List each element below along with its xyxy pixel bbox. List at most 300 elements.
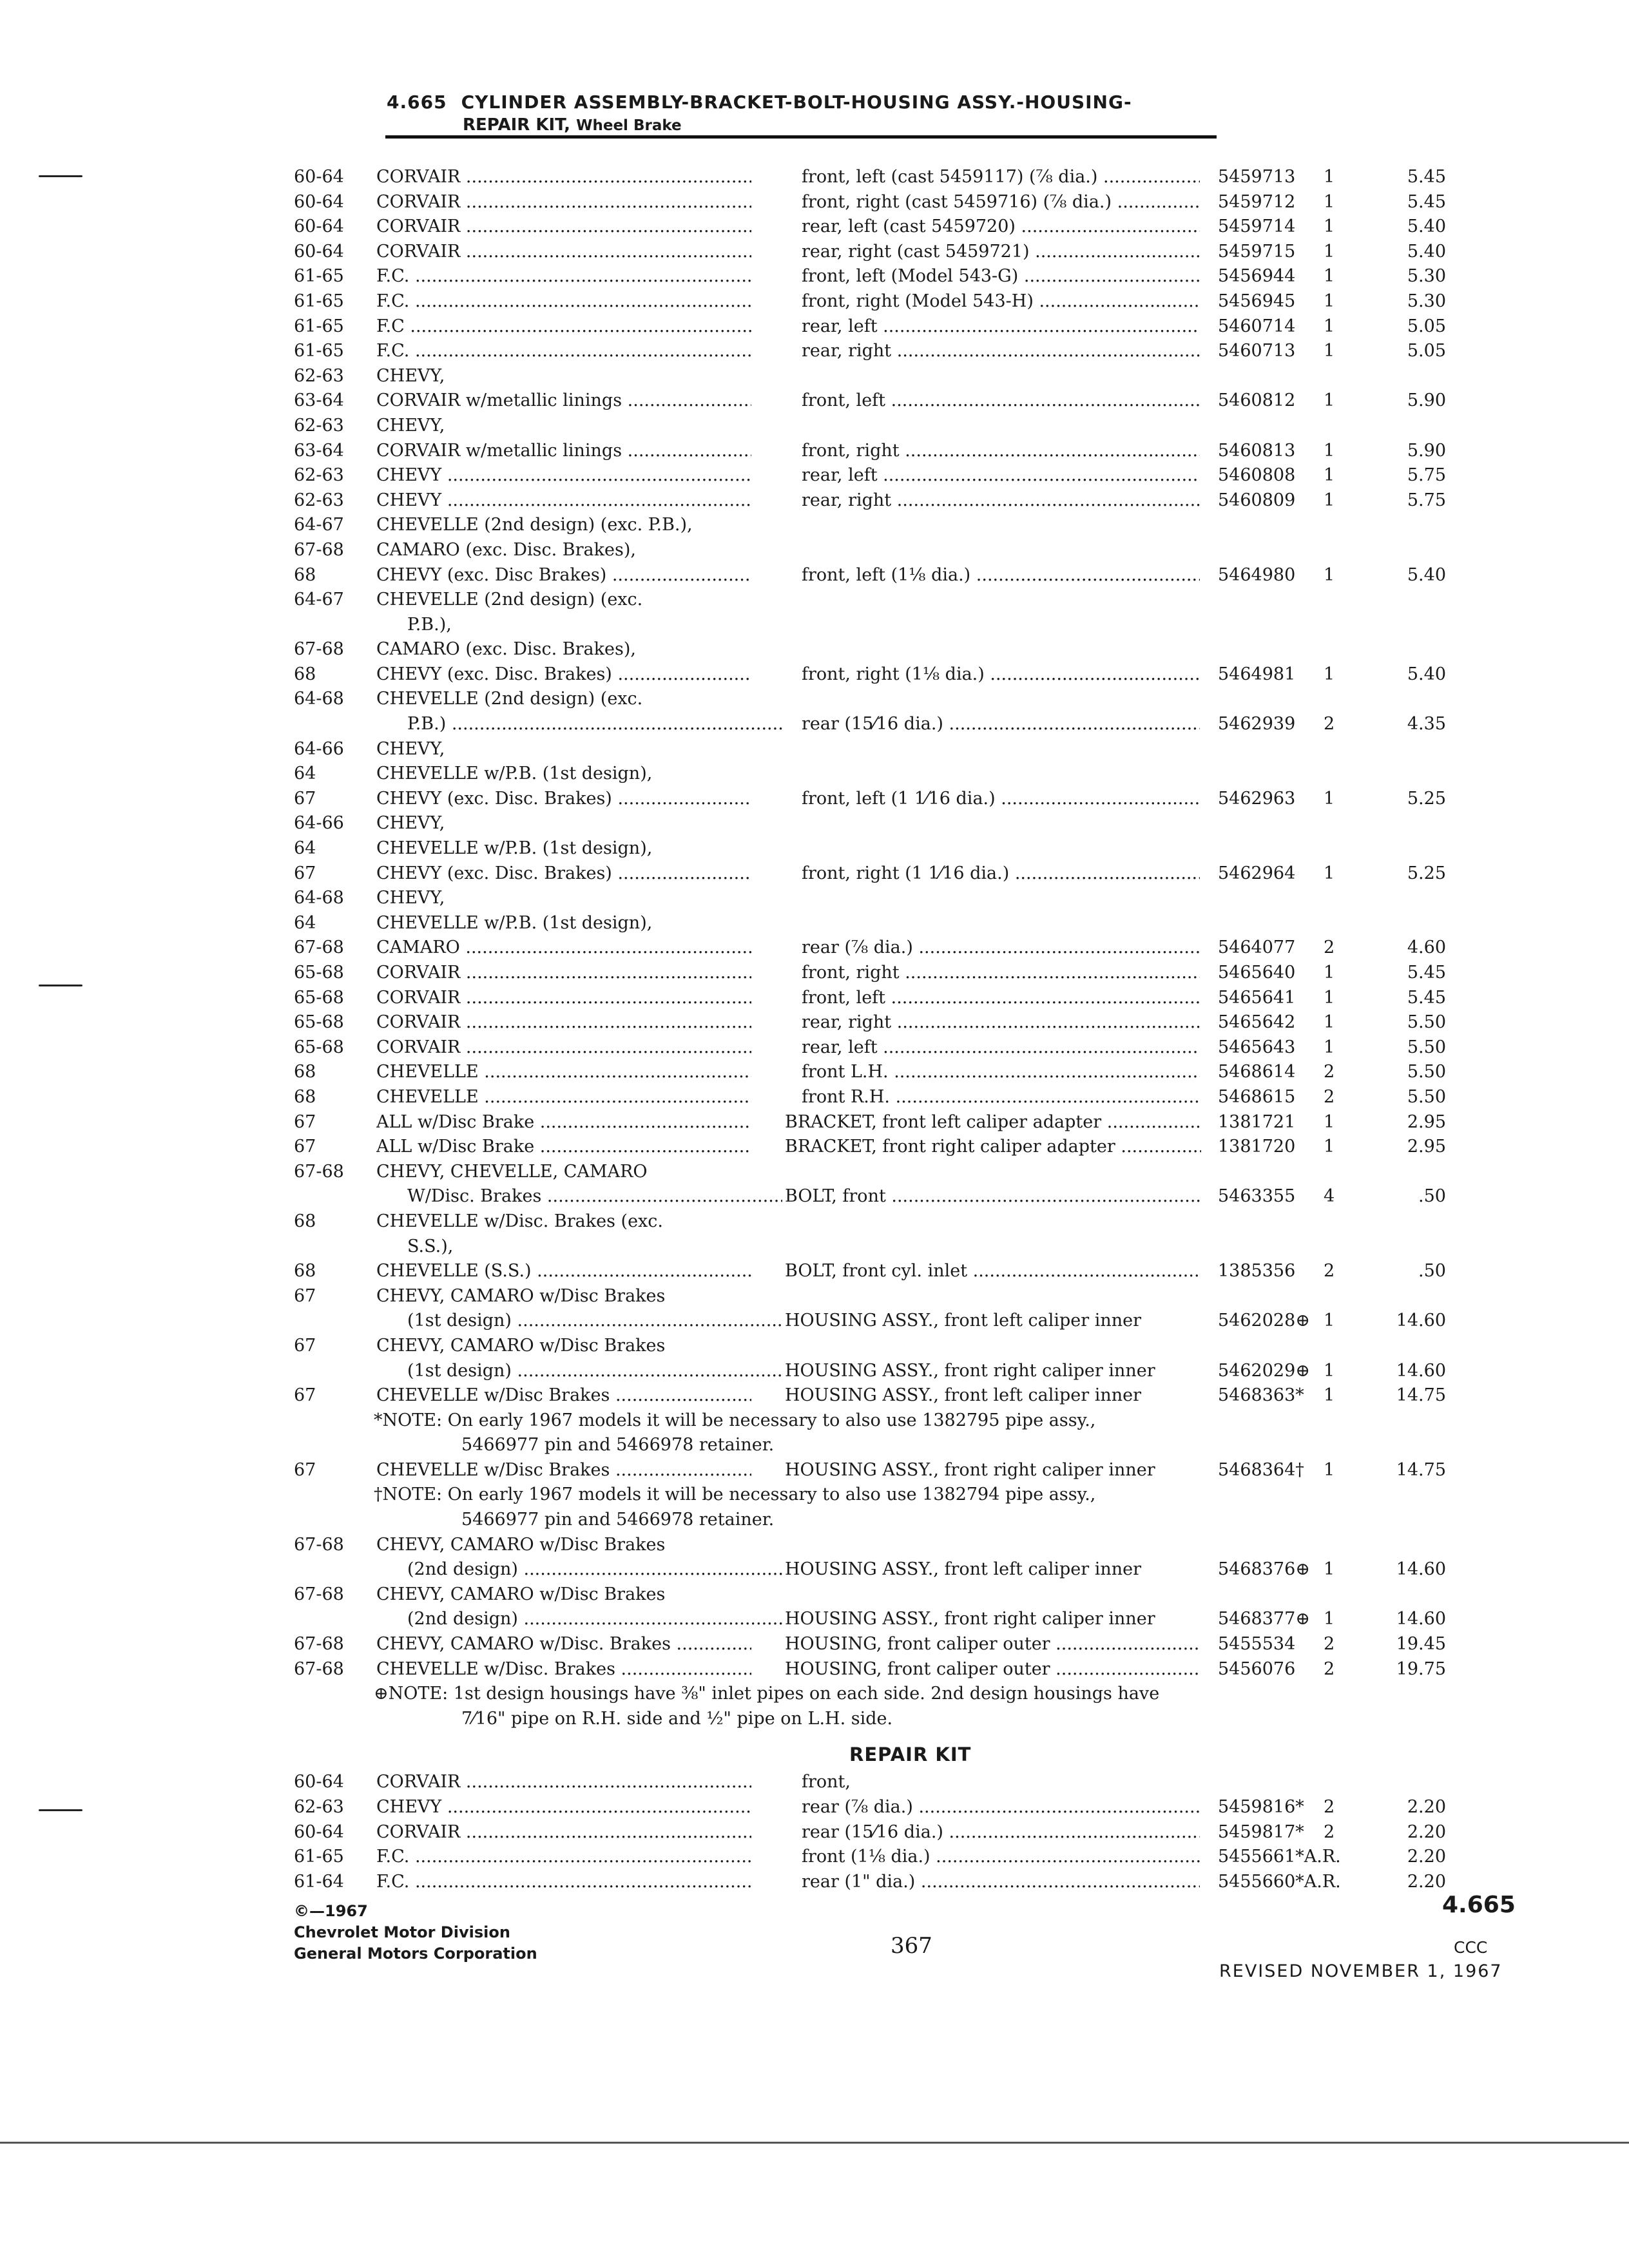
table-row (0, 538, 1629, 563)
table-row (0, 264, 1629, 289)
note-row (0, 1408, 1629, 1434)
model: CORVAIR ..... (376, 165, 751, 190)
model: CORVAIR ..... (376, 215, 751, 240)
quantity: 1 (1324, 664, 1335, 684)
quantity: 2 (1324, 1821, 1335, 1842)
model: CHEVY, CAMARO w/Disc Brakes (376, 1335, 666, 1356)
description: HOUSING ASSY., front right caliper inner (785, 1609, 1155, 1629)
quantity: 2 (1324, 1062, 1335, 1082)
table-row (0, 240, 1629, 265)
part-number: 5468615 (1218, 1086, 1296, 1107)
quantity: 1 (1324, 490, 1335, 510)
footnote: 7⁄16" pipe on R.H. side and ½" pipe on L.H. side. (461, 1708, 893, 1729)
table-row (0, 588, 1629, 613)
footer-publisher (294, 1901, 537, 1965)
section-title: CYLINDER ASSEMBLY-BRACKET-BOLT-HOUSING ASSY.-HOUSING- (461, 91, 1132, 113)
price: 5.50 (1407, 1086, 1446, 1107)
price: 5.90 (1407, 440, 1446, 461)
section-header (387, 91, 1224, 135)
part-number: 5464980 (1218, 564, 1296, 585)
model: F.C ..... (376, 314, 751, 340)
model-years: 65-68 (294, 987, 344, 1008)
price: 2.95 (1407, 1111, 1446, 1132)
table-row (0, 1184, 1629, 1209)
description: rear, right ..... (802, 339, 1200, 364)
model-years: 68 (294, 1086, 316, 1107)
table-row (0, 1795, 1629, 1820)
model: (2nd design) ..... (407, 1557, 782, 1582)
model: CORVAIR w/metallic linings ..... (376, 389, 751, 414)
model-years: 67 (294, 788, 316, 809)
model: F.C. ..... (376, 339, 751, 364)
model-years: 62-63 (294, 365, 344, 386)
part-number: 5468377⊕ (1218, 1609, 1310, 1629)
table-row (0, 1284, 1629, 1309)
description: front, left ..... (802, 389, 1200, 414)
price: 5.50 (1407, 1062, 1446, 1082)
table-row (0, 1820, 1629, 1845)
model-years: 68 (294, 1062, 316, 1082)
part-number: 5465641 (1218, 987, 1296, 1008)
description: front, left (Model 543-G) ..... (802, 264, 1200, 289)
table-row (0, 1770, 1629, 1795)
description: rear, left (cast 5459720) ..... (802, 215, 1200, 240)
price: 19.75 (1396, 1658, 1446, 1679)
part-number: 5459714 (1218, 216, 1296, 237)
table-row (0, 1309, 1629, 1334)
model-years: 62-63 (294, 490, 344, 510)
part-number: 1385356 (1218, 1261, 1296, 1282)
model-years: 67-68 (294, 1161, 344, 1182)
model-years: 67-68 (294, 1658, 344, 1679)
model: CORVAIR ..... (376, 190, 751, 215)
model-years: 68 (294, 564, 316, 585)
quantity: 1 (1324, 987, 1335, 1008)
description: rear (15⁄16 dia.) ..... (802, 1820, 1200, 1845)
description: rear (1" dia.) ..... (802, 1870, 1200, 1895)
quantity: 1 (1324, 440, 1335, 461)
description: rear, left ..... (802, 314, 1200, 340)
note-row (0, 1483, 1629, 1508)
model: CAMARO (exc. Disc. Brakes), (376, 639, 636, 660)
division: Chevrolet Motor Division (294, 1923, 510, 1941)
quantity: 1 (1324, 390, 1335, 411)
model-years: 67-68 (294, 539, 344, 560)
part-number: 5459817* (1218, 1821, 1304, 1842)
table-row (0, 513, 1629, 538)
model-years: 67 (294, 1459, 316, 1480)
quantity: 1 (1324, 1311, 1335, 1331)
price: 5.40 (1407, 241, 1446, 262)
table-row (0, 1359, 1629, 1384)
description: rear, left ..... (802, 463, 1200, 488)
model: P.B.), (407, 614, 452, 635)
description: rear, right (cast 5459721) ..... (802, 240, 1200, 265)
model: CHEVELLE w/Disc. Brakes ..... (376, 1657, 751, 1682)
table-row (0, 1607, 1629, 1632)
table-row (0, 886, 1629, 911)
table-row (0, 1135, 1629, 1160)
description: HOUSING, front caliper outer ..... (785, 1657, 1201, 1682)
description: front (1⅛ dia.) ..... (802, 1845, 1200, 1870)
price: 5.25 (1407, 863, 1446, 883)
table-row (0, 986, 1629, 1011)
quantity: 2 (1324, 1658, 1335, 1679)
model: CHEVY (exc. Disc. Brakes) ..... (376, 787, 751, 812)
part-number: 5463355 (1218, 1186, 1296, 1207)
model-years: 61-65 (294, 341, 344, 361)
price: 5.05 (1407, 316, 1446, 336)
price: 14.75 (1396, 1385, 1446, 1406)
footer-ccc: CCC (1454, 1938, 1488, 1957)
model: CHEVY, CHEVELLE, CAMARO (376, 1161, 648, 1182)
model: F.C. ..... (376, 1870, 751, 1895)
part-number: 5456944 (1218, 266, 1296, 287)
model: CHEVY, (376, 738, 445, 759)
description: front, right (cast 5459716) (⅞ dia.) ..... (802, 190, 1200, 215)
model: CORVAIR ..... (376, 240, 751, 265)
quantity: 1 (1324, 341, 1335, 361)
quantity: 1 (1324, 167, 1335, 187)
model-years: 62-63 (294, 415, 344, 436)
part-number: 5459816* (1218, 1797, 1304, 1817)
price: 4.35 (1407, 714, 1446, 735)
part-number: 5456076 (1218, 1658, 1296, 1679)
description: front, right ..... (802, 961, 1200, 986)
page-number: 367 (891, 1933, 932, 1959)
model-years: 67-68 (294, 1634, 344, 1655)
table-row (0, 1632, 1629, 1657)
price: 14.60 (1396, 1609, 1446, 1629)
table-row (0, 1110, 1629, 1135)
model-years: 63-64 (294, 390, 344, 411)
model-years: 67 (294, 1111, 316, 1132)
part-number: 5456945 (1218, 291, 1296, 311)
model: F.C. ..... (376, 289, 751, 314)
part-number: 5460812 (1218, 390, 1296, 411)
quantity: 1 (1324, 863, 1335, 883)
part-number: 5455661*A.R. (1218, 1847, 1341, 1867)
part-number: 5460713 (1218, 341, 1296, 361)
table-row (0, 1383, 1629, 1408)
model: CHEVELLE w/P.B. (1st design), (376, 912, 653, 933)
model: CHEVY ..... (376, 488, 751, 514)
model: W/Disc. Brakes ..... (407, 1184, 782, 1209)
description: HOUSING ASSY., front left caliper inner (785, 1311, 1142, 1331)
repair-kit-title: REPAIR KIT (849, 1744, 972, 1766)
description: BRACKET, front left caliper adapter ..... (785, 1110, 1201, 1135)
model-years: 60-64 (294, 1772, 344, 1792)
model: (2nd design) ..... (407, 1607, 782, 1632)
section-code: 4.665 (387, 91, 447, 113)
quantity: 1 (1324, 316, 1335, 336)
model-years: 65-68 (294, 1037, 344, 1057)
quantity: 2 (1324, 1797, 1335, 1817)
quantity: 1 (1324, 1609, 1335, 1629)
model: CHEVY, CAMARO w/Disc. Brakes ..... (376, 1632, 751, 1657)
part-number: 5460714 (1218, 316, 1296, 336)
table-row (0, 439, 1629, 464)
quantity: 2 (1324, 714, 1335, 735)
part-number: 5462939 (1218, 714, 1296, 735)
price: 5.40 (1407, 664, 1446, 684)
price: 19.45 (1396, 1634, 1446, 1655)
note-row (0, 1707, 1629, 1732)
table-row (0, 613, 1629, 638)
part-number: 5460808 (1218, 465, 1296, 486)
model-years: 67 (294, 863, 316, 883)
description: front, right ..... (802, 439, 1200, 464)
price: 5.45 (1407, 167, 1446, 187)
part-number: 5465640 (1218, 963, 1296, 983)
part-number: 5459715 (1218, 241, 1296, 262)
price: 5.30 (1407, 266, 1446, 287)
table-row (0, 1010, 1629, 1035)
price: 5.50 (1407, 1012, 1446, 1033)
model-years: 64-68 (294, 888, 344, 908)
table-row (0, 911, 1629, 936)
model-years: 67-68 (294, 937, 344, 958)
table-row (0, 1035, 1629, 1061)
price: 2.20 (1407, 1797, 1446, 1817)
footer-section-code: 4.665 (1442, 1892, 1516, 1918)
model-years: 61-65 (294, 291, 344, 311)
quantity: 1 (1324, 1360, 1335, 1381)
note-row (0, 1433, 1629, 1458)
footnote: 5466977 pin and 5466978 retainer. (461, 1510, 775, 1530)
part-number: 5455534 (1218, 1634, 1296, 1655)
model: CORVAIR ..... (376, 961, 751, 986)
model: CHEVELLE w/Disc Brakes ..... (376, 1383, 751, 1408)
model-years: 61-64 (294, 1871, 344, 1892)
header-line-1 (387, 91, 1224, 113)
model-years: 68 (294, 664, 316, 684)
table-row (0, 1160, 1629, 1185)
table-row (0, 637, 1629, 662)
revision-date: REVISED NOVEMBER 1, 1967 (1219, 1961, 1503, 1981)
description: front, right (1⅛ dia.) ..... (802, 662, 1200, 687)
price: 5.75 (1407, 465, 1446, 486)
model: CHEVY (exc. Disc Brakes) ..... (376, 563, 751, 588)
table-row (0, 488, 1629, 514)
model: CHEVY, CAMARO w/Disc Brakes (376, 1285, 666, 1306)
table-row (0, 463, 1629, 488)
part-number: 5460809 (1218, 490, 1296, 510)
model: CHEVY, (376, 888, 445, 908)
description: HOUSING ASSY., front left caliper inner (785, 1559, 1142, 1580)
price: 5.25 (1407, 788, 1446, 809)
quantity: 2 (1324, 937, 1335, 958)
price: 2.20 (1407, 1847, 1446, 1867)
price: .50 (1418, 1261, 1446, 1282)
table-row (0, 1235, 1629, 1260)
model: CHEVY (exc. Disc. Brakes) ..... (376, 861, 751, 887)
table-row (0, 836, 1629, 861)
quantity: 1 (1324, 564, 1335, 585)
model: (1st design) ..... (407, 1309, 782, 1334)
description: front, (802, 1772, 851, 1792)
part-number: 5459713 (1218, 167, 1296, 187)
price: 2.20 (1407, 1871, 1446, 1892)
model: CHEVELLE w/Disc. Brakes (exc. (376, 1211, 663, 1231)
part-number: 5468376⊕ (1218, 1559, 1310, 1580)
quantity: 1 (1324, 291, 1335, 311)
header-line-2 (463, 115, 1224, 135)
footnote: †NOTE: On early 1967 models it will be necessary to also use 1382794 pipe assy., (374, 1485, 1096, 1505)
corporation: General Motors Corporation (294, 1945, 537, 1963)
parts-list (0, 165, 1629, 1894)
table-row (0, 1209, 1629, 1235)
model: CORVAIR ..... (376, 1035, 751, 1061)
table-row (0, 1582, 1629, 1608)
description: rear, right ..... (802, 1010, 1200, 1035)
part-number: 1381720 (1218, 1137, 1296, 1157)
model-years: 67-68 (294, 1584, 344, 1604)
table-row (0, 414, 1629, 439)
model-years: 62-63 (294, 1797, 344, 1817)
quantity: 1 (1324, 465, 1335, 486)
price: 5.50 (1407, 1037, 1446, 1057)
part-number: 1381721 (1218, 1111, 1296, 1132)
table-row (0, 1085, 1629, 1110)
part-number: 5459712 (1218, 191, 1296, 212)
table-row (0, 961, 1629, 986)
model: CORVAIR ..... (376, 986, 751, 1011)
model: CHEVY, (376, 365, 445, 386)
model: CAMARO (exc. Disc. Brakes), (376, 539, 636, 560)
description: rear (⅞ dia.) ..... (802, 1795, 1200, 1820)
description: front, right (Model 543-H) ..... (802, 289, 1200, 314)
part-number: 5465642 (1218, 1012, 1296, 1033)
table-row (0, 712, 1629, 737)
part-number: 5468614 (1218, 1062, 1296, 1082)
model: CHEVY (exc. Disc. Brakes) ..... (376, 662, 751, 687)
table-row (0, 861, 1629, 887)
table-row (0, 314, 1629, 340)
model-years: 68 (294, 1261, 316, 1282)
table-row (0, 339, 1629, 364)
model-years: 64-66 (294, 813, 344, 834)
table-row (0, 787, 1629, 812)
model-years: 63-64 (294, 440, 344, 461)
model: CHEVELLE (2nd design) (exc. P.B.), (376, 515, 693, 535)
part-number: 5468364† (1218, 1459, 1304, 1480)
price: 5.45 (1407, 963, 1446, 983)
price: 5.45 (1407, 987, 1446, 1008)
model-years: 61-65 (294, 1847, 344, 1867)
model: (1st design) ..... (407, 1359, 782, 1384)
description: HOUSING ASSY., front right caliper inner (785, 1459, 1155, 1480)
table-row (0, 737, 1629, 762)
price: 2.95 (1407, 1137, 1446, 1157)
description: BRACKET, front right caliper adapter ..... (785, 1135, 1201, 1160)
model: S.S.), (407, 1236, 454, 1256)
part-number: 5462029⊕ (1218, 1360, 1310, 1381)
quantity: 1 (1324, 1559, 1335, 1580)
model: CHEVY, (376, 813, 445, 834)
quantity: 1 (1324, 1111, 1335, 1132)
quantity: 2 (1324, 1261, 1335, 1282)
model-years: 61-65 (294, 266, 344, 287)
footnote: 5466977 pin and 5466978 retainer. (461, 1435, 775, 1456)
page-bottom-rule (0, 2142, 1629, 2144)
footnote: *NOTE: On early 1967 models it will be necessary to also use 1382795 pipe assy., (374, 1410, 1096, 1430)
table-row (0, 1557, 1629, 1582)
table-row (0, 662, 1629, 687)
model-years: 60-64 (294, 167, 344, 187)
model: CHEVY, CAMARO w/Disc Brakes (376, 1584, 666, 1604)
price: 5.90 (1407, 390, 1446, 411)
price: 5.05 (1407, 341, 1446, 361)
part-number: 5455660*A.R. (1218, 1871, 1341, 1892)
quantity: 1 (1324, 1459, 1335, 1480)
price: 5.75 (1407, 490, 1446, 510)
model: P.B.) ..... (407, 712, 782, 737)
table-row (0, 1458, 1629, 1483)
repair-kit-heading (0, 1731, 1629, 1770)
price: .50 (1418, 1186, 1446, 1207)
description: front, left (cast 5459117) (⅞ dia.) ..... (802, 165, 1200, 190)
model-years: 67 (294, 1385, 316, 1406)
model: ALL w/Disc Brake ..... (376, 1135, 751, 1160)
header-rule (385, 135, 1217, 139)
model: CHEVY, (376, 415, 445, 436)
model-years: 64-67 (294, 590, 344, 610)
model: CHEVELLE (S.S.) ..... (376, 1259, 751, 1284)
model: CAMARO ..... (376, 936, 751, 961)
quantity: 1 (1324, 1012, 1335, 1033)
quantity: 2 (1324, 1086, 1335, 1107)
model: CHEVY ..... (376, 463, 751, 488)
price: 5.40 (1407, 216, 1446, 237)
price: 4.60 (1407, 937, 1446, 958)
description: HOUSING, front caliper outer ..... (785, 1632, 1201, 1657)
model-years: 60-64 (294, 216, 344, 237)
price: 2.20 (1407, 1821, 1446, 1842)
model-years: 64 (294, 838, 316, 859)
description: rear, right ..... (802, 488, 1200, 514)
description: front, left (1⅛ dia.) ..... (802, 563, 1200, 588)
description: rear (⅞ dia.) ..... (802, 936, 1200, 961)
quantity: 1 (1324, 963, 1335, 983)
part-number: 5468363* (1218, 1385, 1304, 1406)
model: CORVAIR ..... (376, 1820, 751, 1845)
model-years: 67 (294, 1285, 316, 1306)
quantity: 1 (1324, 241, 1335, 262)
description: front R.H. ..... (802, 1085, 1200, 1110)
quantity: 1 (1324, 191, 1335, 212)
model-years: 60-64 (294, 191, 344, 212)
description: HOUSING ASSY., front right caliper inner (785, 1360, 1155, 1381)
footnote: ⊕NOTE: 1st design housings have ⅜" inlet pipes on each side. 2nd design housings have (374, 1684, 1160, 1704)
part-number: 5462028⊕ (1218, 1311, 1310, 1331)
part-number: 5464077 (1218, 937, 1296, 958)
table-row (0, 687, 1629, 712)
table-row (0, 1845, 1629, 1870)
model-years: 67-68 (294, 1534, 344, 1555)
quantity: 1 (1324, 1385, 1335, 1406)
description: front, left (1 1⁄16 dia.) ..... (802, 787, 1200, 812)
description: front, left ..... (802, 986, 1200, 1011)
description: rear, left ..... (802, 1035, 1200, 1061)
model: CHEVELLE (2nd design) (exc. (376, 590, 643, 610)
price: 14.60 (1396, 1311, 1446, 1331)
description: BOLT, front cyl. inlet ..... (785, 1259, 1201, 1284)
model: CHEVELLE (2nd design) (exc. (376, 689, 643, 709)
model: CHEVELLE ..... (376, 1085, 751, 1110)
quantity: 2 (1324, 1634, 1335, 1655)
table-row (0, 1259, 1629, 1284)
